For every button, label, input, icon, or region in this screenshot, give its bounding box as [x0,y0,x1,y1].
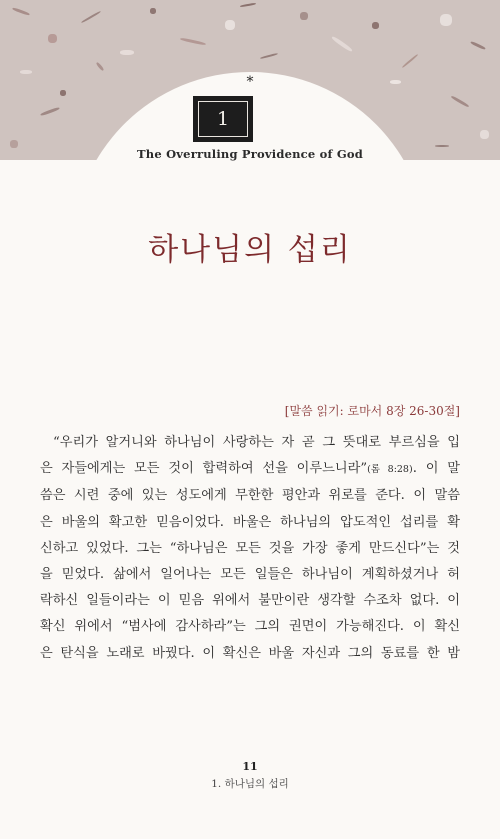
verse-citation: (롬 8:28) [367,464,413,476]
body-line: 은 탄식을 노래로 바꿨다. 이 확신은 바울 자신과 그의 동료를 한 밤 [40,645,460,661]
body-line-text: . 이 말 [412,461,460,477]
chapter-number: 1 [198,101,248,137]
body-line: 은 바울의 확고한 믿음이었다. 바울은 하나님의 압도적인 섭리를 확 [40,514,460,530]
page-title: 하나님의 섭리 [148,232,352,268]
body-line: 씀은 시련 중에 있는 성도에게 무한한 평안과 위로를 준다. 이 말씀 [40,488,460,504]
body-line: “우리가 알거니와 하나님이 사랑하는 자 곧 그 뜻대로 부르심을 입 [53,435,460,450]
body-text [40,430,460,667]
chapter-subtitle: The Overruling Providence of God [137,147,363,161]
scripture-reference: [말씀 읽기: 로마서 8장 26-30절] [284,404,460,418]
body-line: 신하고 있었다. 그는 “하나님은 모든 것을 가장 좋게 만드신다”는 것 [40,540,460,556]
running-footer: 1. 하나님의 섭리 [211,778,289,790]
body-line: 확신 위에서 “범사에 감사하라”는 그의 권면이 가능해진다. 이 확신 [40,619,460,635]
body-line [40,456,460,483]
chapter-number-box [193,96,253,142]
page-number: 11 [242,760,258,773]
body-line: 을 믿었다. 삶에서 일어나는 모든 일들은 하나님이 계획하셨거나 허 [40,567,460,583]
ornament-asterisk: * [246,74,254,90]
body-line: 락하신 일들이라는 이 믿음 위에서 불만이란 생각할 수조차 없다. 이 [40,593,460,609]
body-line-text: 은 자들에게는 모든 것이 합력하여 선을 이루느니라” [40,461,368,477]
